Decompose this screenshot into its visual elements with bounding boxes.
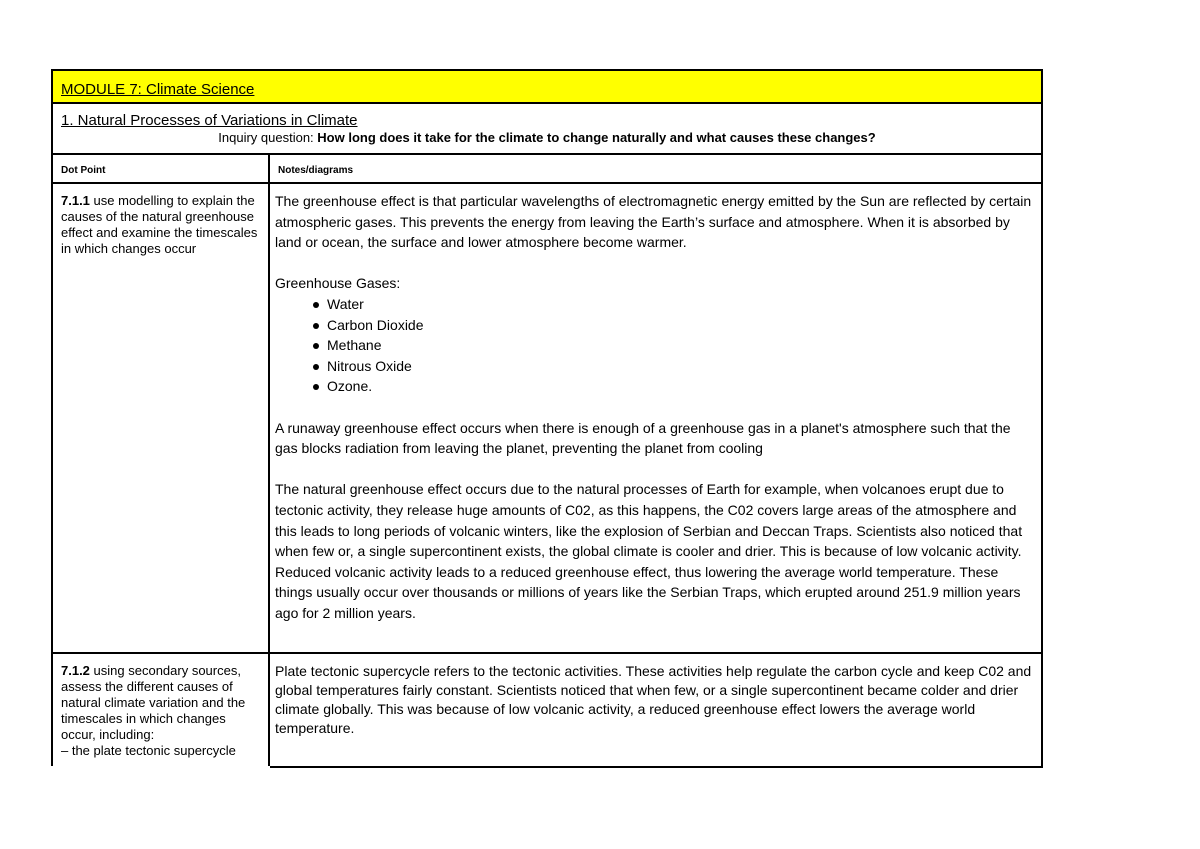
list-item: Water (275, 294, 1033, 315)
inquiry-line (61, 130, 1033, 146)
notes-cell (269, 183, 1042, 653)
notes-paragraph: The greenhouse effect is that particular wavelengths of electromagnetic energy emitted by the Sun are reflected by certain atmospheric gases. This prevents the energy from leaving the Earth’s surface and atmosphere. When it is absorbed by land or ocean, the surface and lower atmosphere become warmer. (275, 193, 1032, 251)
dot-point-cell (52, 183, 269, 653)
dot-point-number: 7.1.1 (61, 193, 90, 208)
dot-point-text: use modelling to explain the causes of the natural greenhouse effect and examine the timescales in which changes occur (61, 193, 258, 256)
module-title: MODULE 7: Climate Science (52, 70, 1042, 103)
notes-paragraph: A runaway greenhouse effect occurs when there is enough of a greenhouse gas in a planet's atmosphere such that the gas blocks radiation from leaving the planet, preventing the planet from cooling (275, 419, 1011, 457)
gases-heading: Greenhouse Gases: (275, 275, 401, 292)
inquiry-question: How long does it take for the climate to change naturally and what causes these changes? (317, 130, 876, 145)
list-item: Ozone. (275, 376, 1033, 397)
gases-list (275, 294, 1033, 397)
list-item: Carbon Dioxide (275, 315, 1033, 336)
list-item: Nitrous Oxide (275, 356, 1033, 377)
dot-point-text: using secondary sources, assess the different causes of natural climate variation and the timescales in which changes occur, including: (61, 663, 246, 742)
dot-point-cell (52, 653, 269, 767)
dot-point-header: Dot Point (52, 154, 269, 183)
section-header (52, 103, 1042, 154)
table-row (52, 653, 1042, 767)
table-row (52, 183, 1042, 653)
notes-header: Notes/diagrams (269, 154, 1042, 183)
dot-point-subitem: – the plate tectonic supercycle (61, 743, 236, 758)
notes-paragraph: The natural greenhouse effect occurs due to the natural processes of Earth for example, when volcanoes erupt due to tectonic activity, they release huge amounts of C02, as this happens, the C02 covers large areas of the atmosphere and this leads to long periods of volcanic winters, like the explosion of Serbian and Deccan Traps. Scientists also noticed that when few or, a single supercontinent exists, the global climate is cooler and drier. This is because of low volcanic activity. Reduced volcanic activity leads to a reduced greenhouse effect, thus lowering the average world temperature. These things usually occur over thousands or millions of years like the Serbian Traps, which erupted around 251.9 million years ago for 2 million years. (275, 481, 1023, 621)
notes-cell (269, 653, 1042, 767)
notes-paragraph: Plate tectonic supercycle refers to the tectonic activities. These activities help regulate the carbon cycle and keep C02 and global temperatures fairly constant. Scientists noticed that when few, or a single supercontinent became colder and drier climate globally. This was because of low volcanic activity, a reduced greenhouse effect lowers the average world temperature. (275, 663, 1032, 736)
notes-table (51, 69, 1043, 768)
section-title: 1. Natural Processes of Variations in Climate (61, 112, 358, 129)
inquiry-label: Inquiry question: (218, 130, 314, 145)
dot-point-number: 7.1.2 (61, 663, 90, 678)
list-item: Methane (275, 335, 1033, 356)
